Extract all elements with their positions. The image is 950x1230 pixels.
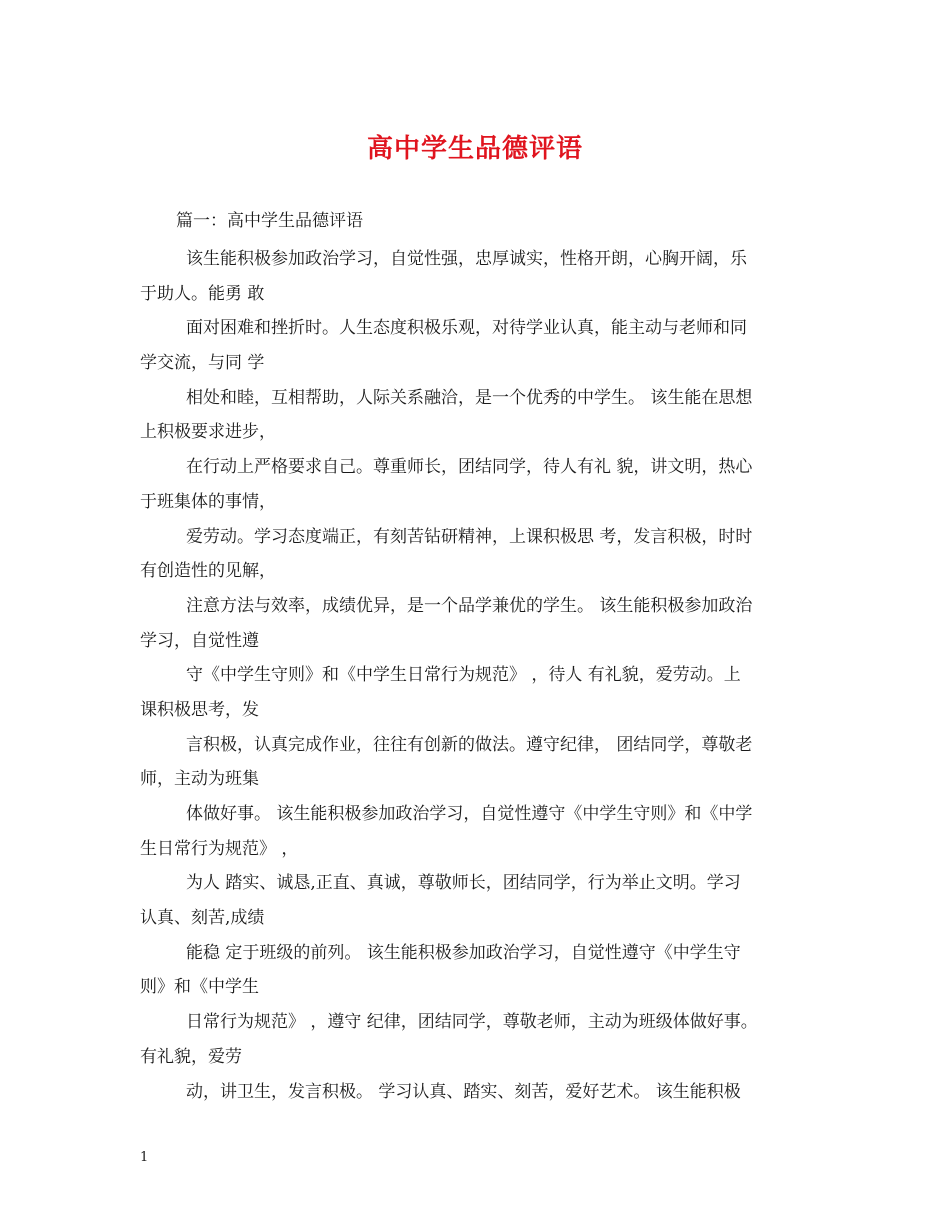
- text-line: 该生能积极参加政治学习，自觉性强，忠厚诚实，性格开朗，心胸开阔，乐: [186, 249, 747, 269]
- text-line: 生日常行为规范》 ，: [140, 838, 299, 859]
- text-line: 能稳 定于班级的前列。 该生能积极参加政治学习，自觉性遵守《中学生守: [186, 942, 741, 963]
- text-line: 为人 踏实、诚恳,正直、真诚，尊敬师长，团结同学，行为举止文明。学习: [186, 873, 741, 894]
- text-line: 有礼貌，爱劳: [140, 1046, 242, 1067]
- section-heading: 篇一：高中学生品德评语: [176, 211, 363, 231]
- text-line: 相处和睦，互相帮助，人际关系融洽，是一个优秀的中学生。 该生能在思想: [186, 387, 753, 408]
- text-line: 爱劳动。学习态度端正，有刻苦钻研精神，上课积极思 考，发言积极，时时: [186, 526, 753, 547]
- text-line: 上积极要求进步，: [140, 422, 276, 443]
- text-line: 日常行为规范》 ，遵守 纪律，团结同学，尊敬老师，主动为班级体做好事。: [186, 1012, 758, 1033]
- text-line: 于班集体的事情，: [140, 491, 276, 512]
- text-line: 体做好事。 该生能积极参加政治学习，自觉性遵守《中学生守则》和《中学: [186, 804, 753, 824]
- text-line: 师，主动为班集: [140, 769, 259, 790]
- text-line: 认真、刻苦,成绩: [140, 908, 265, 929]
- page-number: 1: [140, 1150, 149, 1165]
- text-line: 学习，自觉性遵: [140, 630, 259, 651]
- text-line: 面对困难和挫折时。人生态度积极乐观，对待学业认真，能主动与老师和同: [186, 318, 747, 339]
- text-line: 有创造性的见解，: [140, 561, 276, 582]
- text-line: 注意方法与效率，成绩优异，是一个品学兼优的学生。 该生能积极参加政治: [186, 595, 753, 616]
- text-line: 在行动上严格要求自己。尊重师长，团结同学，待人有礼 貌，讲文明，热心: [186, 457, 753, 478]
- body-text: [0, 242, 950, 1109]
- text-line: 动，讲卫生，发言积极。 学习认真、踏实、刻苦，爱好艺术。 该生能积极: [186, 1081, 741, 1102]
- text-line: 于助人。能勇 敢: [140, 283, 265, 304]
- document-title: 高中学生品德评语: [366, 134, 583, 164]
- text-line: 言积极，认真完成作业，往往有创新的做法。遵守纪律， 团结同学，尊敬老: [186, 734, 753, 755]
- text-line: 守《中学生守则》和《中学生日常行为规范》 ，待人 有礼貌，爱劳动。上: [186, 665, 741, 686]
- text-line: 课积极思考，发: [140, 699, 259, 720]
- text-line: 则》和《中学生: [140, 977, 259, 998]
- text-line: 学交流，与同 学: [140, 353, 265, 374]
